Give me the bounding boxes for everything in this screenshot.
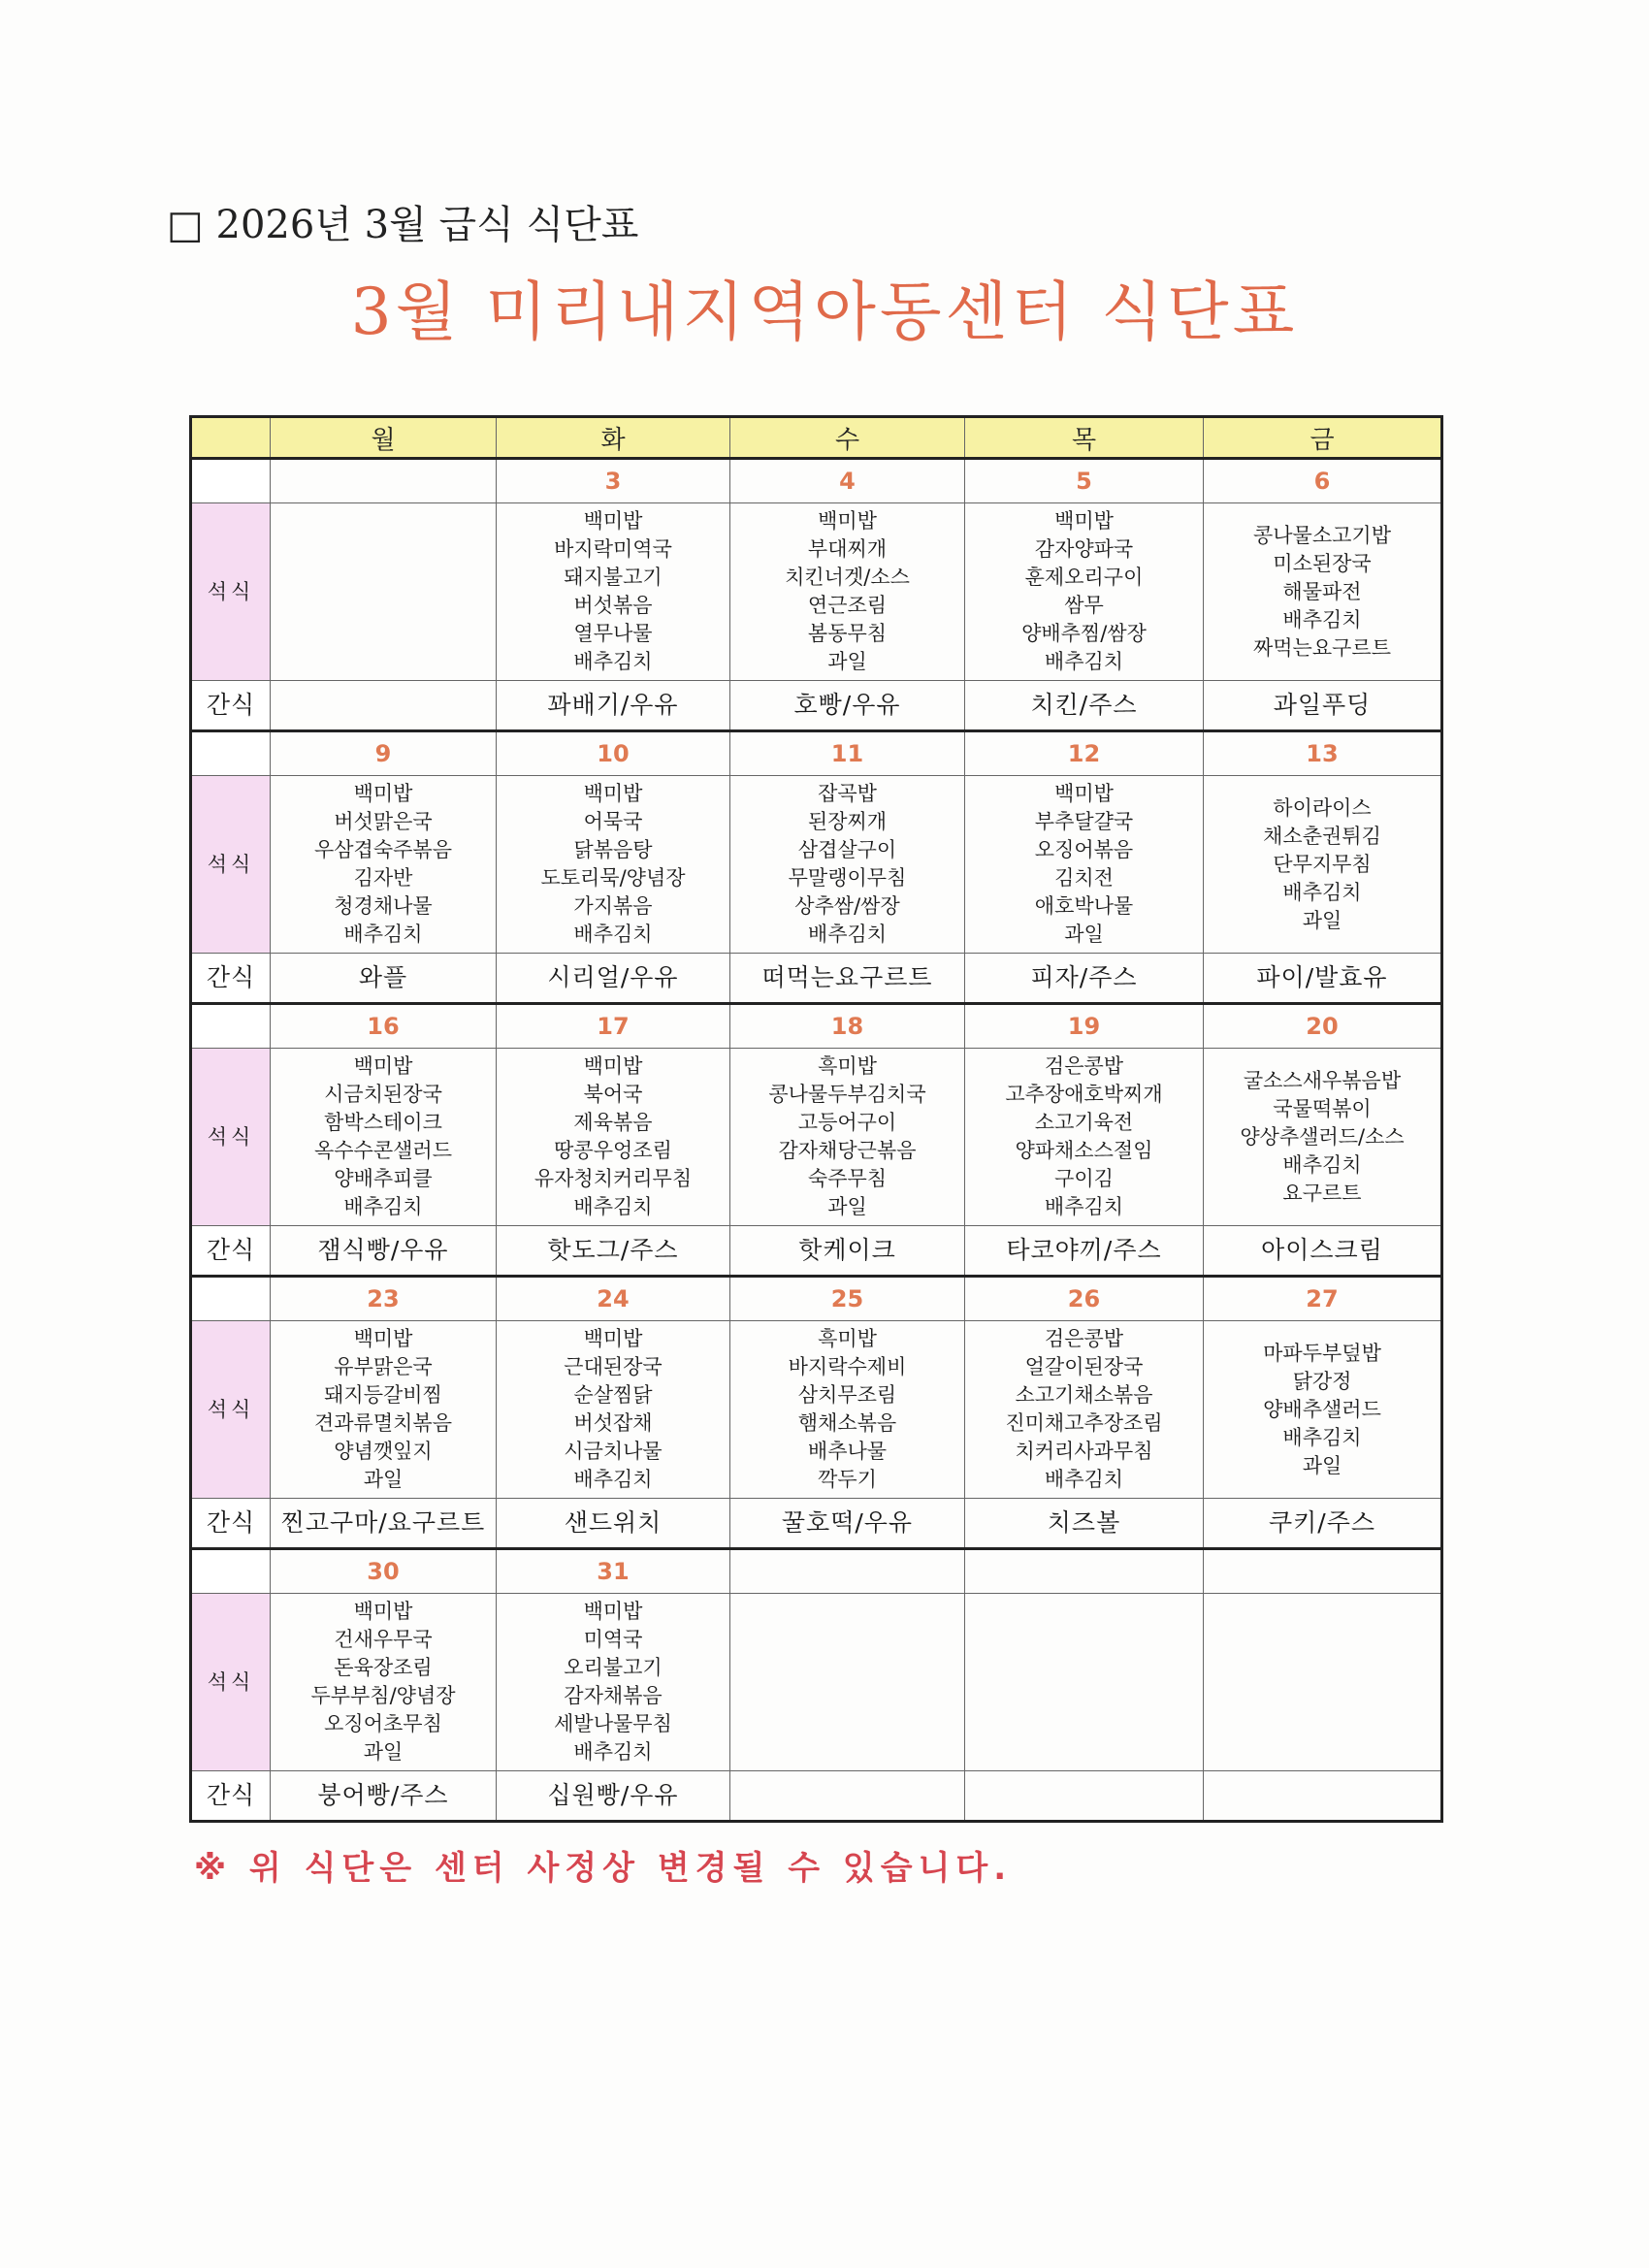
meal-label: 석식	[191, 1049, 271, 1226]
date-row	[191, 1277, 1442, 1321]
meal-label: 석식	[191, 1594, 271, 1771]
date-cell: 26	[965, 1277, 1204, 1321]
meal-row	[191, 503, 1442, 681]
meal-cell: 하이라이스 채소춘권튀김 단무지무침 배추김치 과일	[1204, 776, 1442, 954]
snack-cell: 와플	[271, 954, 497, 1004]
day-header-tue: 화	[497, 417, 730, 459]
day-header-wed: 수	[730, 417, 965, 459]
meal-label: 석식	[191, 776, 271, 954]
snack-cell: 찐고구마/요구르트	[271, 1499, 497, 1549]
snack-cell: 잼식빵/우유	[271, 1226, 497, 1277]
meal-cell: 검은콩밥 얼갈이된장국 소고기채소볶음 진미채고추장조림 치커리사과무침 배추김치	[965, 1321, 1204, 1499]
snack-cell: 파이/발효유	[1204, 954, 1442, 1004]
date-cell: 6	[1204, 459, 1442, 503]
meal-cell: 백미밥 바지락미역국 돼지불고기 버섯볶음 열무나물 배추김치	[497, 503, 730, 681]
meal-cell: 콩나물소고기밥 미소된장국 해물파전 배추김치 짜먹는요구르트	[1204, 503, 1442, 681]
snack-label: 간식	[191, 681, 271, 731]
date-cell: 19	[965, 1004, 1204, 1049]
snack-label: 간식	[191, 1226, 271, 1277]
meal-cell	[1204, 1594, 1442, 1771]
menu-table	[189, 415, 1443, 1823]
day-header-fri: 금	[1204, 417, 1442, 459]
meal-row	[191, 1321, 1442, 1499]
date-cell	[1204, 1549, 1442, 1594]
date-cell: 31	[497, 1549, 730, 1594]
day-header-mon: 월	[271, 417, 497, 459]
snack-cell	[271, 681, 497, 731]
date-cell: 9	[271, 731, 497, 776]
page-heading: □ 2026년 3월 급식 식단표	[167, 203, 639, 247]
date-cell: 27	[1204, 1277, 1442, 1321]
date-cell: 13	[1204, 731, 1442, 776]
snack-cell: 핫케이크	[730, 1226, 965, 1277]
snack-cell: 핫도그/주스	[497, 1226, 730, 1277]
meal-row	[191, 776, 1442, 954]
date-cell	[271, 459, 497, 503]
date-cell: 18	[730, 1004, 965, 1049]
meal-cell: 백미밥 유부맑은국 돼지등갈비찜 견과류멸치볶음 양념깻잎지 과일	[271, 1321, 497, 1499]
snack-cell: 샌드위치	[497, 1499, 730, 1549]
date-row	[191, 1549, 1442, 1594]
snack-row	[191, 1226, 1442, 1277]
meal-cell: 백미밥 근대된장국 순살찜닭 버섯잡채 시금치나물 배추김치	[497, 1321, 730, 1499]
snack-cell: 치킨/주스	[965, 681, 1204, 731]
day-header-row	[191, 417, 1442, 459]
date-cell: 25	[730, 1277, 965, 1321]
meal-row	[191, 1049, 1442, 1226]
date-cell: 17	[497, 1004, 730, 1049]
snack-cell: 꽈배기/우유	[497, 681, 730, 731]
snack-row	[191, 681, 1442, 731]
date-cell: 4	[730, 459, 965, 503]
date-row	[191, 459, 1442, 503]
snack-cell: 과일푸딩	[1204, 681, 1442, 731]
menu-title: 3월 미리내지역아동센터 식단표	[350, 275, 1299, 349]
snack-cell: 시리얼/우유	[497, 954, 730, 1004]
meal-cell: 백미밥 미역국 오리불고기 감자채볶음 세발나물무침 배추김치	[497, 1594, 730, 1771]
snack-cell	[730, 1771, 965, 1822]
snack-label: 간식	[191, 954, 271, 1004]
snack-row	[191, 954, 1442, 1004]
date-cell: 3	[497, 459, 730, 503]
date-cell: 23	[271, 1277, 497, 1321]
meal-label: 석식	[191, 503, 271, 681]
meal-cell: 백미밥 부추달걀국 오징어볶음 김치전 애호박나물 과일	[965, 776, 1204, 954]
date-cell: 10	[497, 731, 730, 776]
snack-cell: 치즈볼	[965, 1499, 1204, 1549]
meal-cell: 백미밥 감자양파국 훈제오리구이 쌈무 양배추찜/쌈장 배추김치	[965, 503, 1204, 681]
meal-cell	[965, 1594, 1204, 1771]
meal-cell: 백미밥 버섯맑은국 우삼겹숙주볶음 김자반 청경채나물 배추김치	[271, 776, 497, 954]
date-row-label	[191, 1549, 271, 1594]
snack-cell: 쿠키/주스	[1204, 1499, 1442, 1549]
meal-cell: 백미밥 북어국 제육볶음 땅콩우엉조림 유자청치커리무침 배추김치	[497, 1049, 730, 1226]
date-row-label	[191, 1004, 271, 1049]
date-cell: 12	[965, 731, 1204, 776]
meal-label: 석식	[191, 1321, 271, 1499]
meal-cell	[730, 1594, 965, 1771]
meal-cell: 검은콩밥 고추장애호박찌개 소고기육전 양파채소스절임 구이김 배추김치	[965, 1049, 1204, 1226]
menu-body	[191, 459, 1442, 1822]
snack-label: 간식	[191, 1771, 271, 1822]
date-row	[191, 1004, 1442, 1049]
date-row	[191, 731, 1442, 776]
snack-cell	[1204, 1771, 1442, 1822]
meal-cell: 백미밥 건새우무국 돈육장조림 두부부침/양념장 오징어초무침 과일	[271, 1594, 497, 1771]
date-row-label	[191, 1277, 271, 1321]
meal-cell: 백미밥 어묵국 닭볶음탕 도토리묵/양념장 가지볶음 배추김치	[497, 776, 730, 954]
snack-row	[191, 1499, 1442, 1549]
date-cell: 24	[497, 1277, 730, 1321]
date-cell: 20	[1204, 1004, 1442, 1049]
snack-cell: 십원빵/우유	[497, 1771, 730, 1822]
snack-row	[191, 1771, 1442, 1822]
snack-cell: 꿀호떡/우유	[730, 1499, 965, 1549]
meal-cell: 굴소스새우볶음밥 국물떡볶이 양상추샐러드/소스 배추김치 요구르트	[1204, 1049, 1442, 1226]
meal-cell: 백미밥 시금치된장국 함박스테이크 옥수수콘샐러드 양배추피클 배추김치	[271, 1049, 497, 1226]
date-cell: 5	[965, 459, 1204, 503]
snack-cell: 피자/주스	[965, 954, 1204, 1004]
date-cell	[965, 1549, 1204, 1594]
date-cell	[730, 1549, 965, 1594]
snack-cell: 붕어빵/주스	[271, 1771, 497, 1822]
day-header-thu: 목	[965, 417, 1204, 459]
meal-cell: 마파두부덮밥 닭강정 양배추샐러드 배추김치 과일	[1204, 1321, 1442, 1499]
meal-cell: 흑미밥 바지락수제비 삼치무조림 햄채소볶음 배추나물 깍두기	[730, 1321, 965, 1499]
snack-cell: 떠먹는요구르트	[730, 954, 965, 1004]
date-row-label	[191, 731, 271, 776]
header-corner	[191, 417, 271, 459]
date-cell: 11	[730, 731, 965, 776]
meal-cell: 잡곡밥 된장찌개 삼겹살구이 무말랭이무침 상추쌈/쌈장 배추김치	[730, 776, 965, 954]
date-row-label	[191, 459, 271, 503]
meal-row	[191, 1594, 1442, 1771]
date-cell: 16	[271, 1004, 497, 1049]
snack-cell: 아이스크림	[1204, 1226, 1442, 1277]
meal-cell: 백미밥 부대찌개 치킨너겟/소스 연근조림 봄동무침 과일	[730, 503, 965, 681]
snack-cell: 타코야끼/주스	[965, 1226, 1204, 1277]
snack-cell	[965, 1771, 1204, 1822]
meal-cell: 흑미밥 콩나물두부김치국 고등어구이 감자채당근볶음 숙주무침 과일	[730, 1049, 965, 1226]
meal-cell	[271, 503, 497, 681]
date-cell: 30	[271, 1549, 497, 1594]
change-notice: ※ 위 식단은 센터 사정상 변경될 수 있습니다.	[194, 1849, 1013, 1888]
snack-label: 간식	[191, 1499, 271, 1549]
snack-cell: 호빵/우유	[730, 681, 965, 731]
